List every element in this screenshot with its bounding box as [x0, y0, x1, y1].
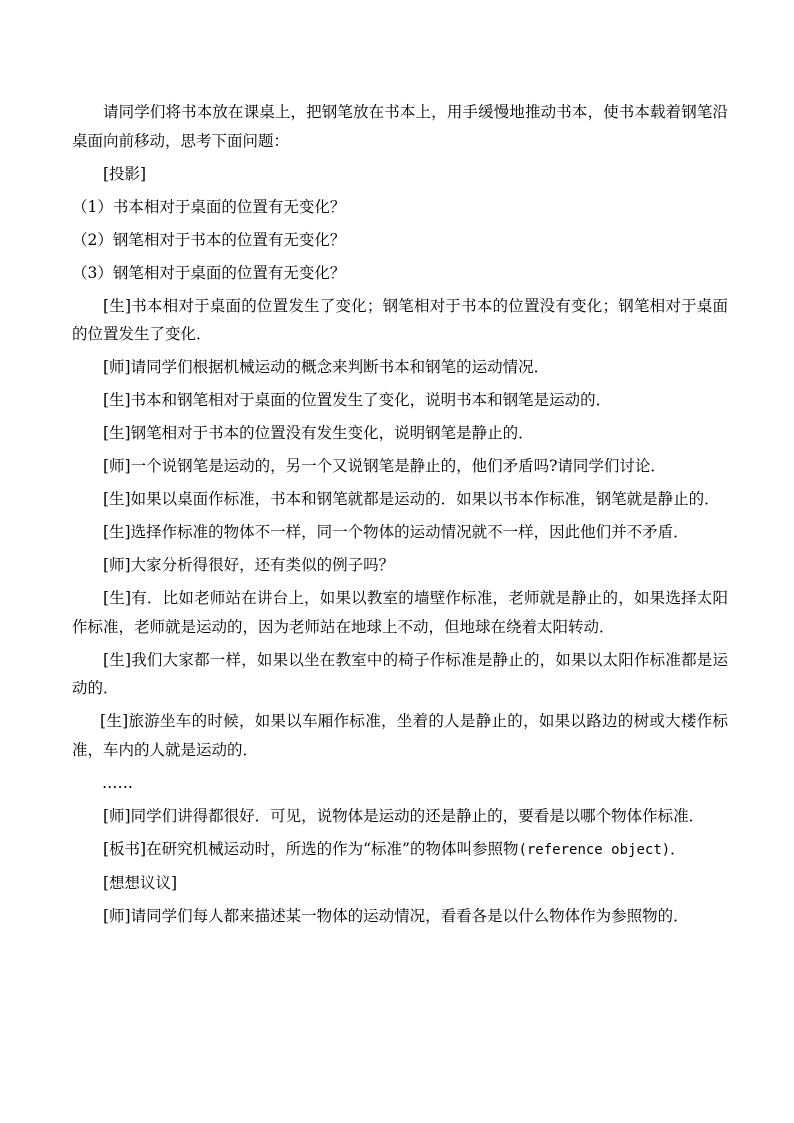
blackboard-note-text: [板书]在研究机械运动时，所选的作为“标准”的物体叫参照物	[103, 839, 519, 858]
student-answer-4: [生]如果以桌面作标准，书本和钢笔就都是运动的．如果以书本作标准，钢笔就是静止的．	[103, 490, 720, 508]
student-answer-1: [生]书本相对于桌面的位置发生了变化；钢笔相对于书本的位置没有变化；钢笔相对于桌面的位置发生了变化．	[72, 296, 728, 343]
paragraph-intro: 请同学们将书本放在课桌上，把钢笔放在书本上，用手缓慢地推动书本，使书本载着钢笔沿桌面向前移动，思考下面问题：	[72, 103, 728, 150]
question-2: （2）钢笔相对于书本的位置有无变化？	[72, 230, 346, 249]
student-answer-2: [生]书本和钢笔相对于桌面的位置发生了变化，说明书本和钢笔是运动的．	[103, 391, 612, 409]
teacher-summary: [师]同学们讲得都很好．可见，说物体是运动的还是静止的，要看是以哪个物体作标准．	[103, 806, 705, 825]
document-body	[72, 98, 728, 935]
think-discuss-label: [想想议议]	[103, 873, 178, 892]
student-answer-7: [生]我们大家都一样，如果以坐在教室中的椅子作标准是静止的，如果以太阳作标准都是运动的．	[72, 650, 728, 697]
student-answer-6: [生]有．比如老师站在讲台上，如果以教室的墙壁作标准，老师就是静止的，如果选择太阳作标准，老师就是运动的，因为老师站在地球上不动，但地球在绕着太阳转动．	[72, 589, 728, 636]
question-1: （1）书本相对于桌面的位置有无变化？	[72, 197, 346, 216]
blackboard-note	[72, 835, 728, 865]
teacher-prompt-3: [师]大家分析得很好，还有类似的例子吗？	[103, 556, 395, 574]
student-answer-3: [生]钢笔相对于书本的位置没有发生变化，说明钢笔是静止的．	[103, 424, 534, 442]
teacher-prompt-1: [师]请同学们根据机械运动的概念来判断书本和钢笔的运动情况．	[103, 358, 550, 376]
student-answer-8: [生]旅游坐车的时候，如果以车厢作标准，坐着的人是静止的，如果以路边的树或大楼作标准，车内的人就是运动的．	[72, 712, 728, 759]
teacher-prompt-4: [师]请同学们每人都来描述某一物体的运动情况，看看各是以什么物体作为参照物的．	[103, 906, 689, 925]
paragraph-projection-label: [投影]	[103, 164, 147, 183]
teacher-prompt-2: [师]一个说钢笔是运动的，另一个又说钢笔是静止的，他们矛盾吗?请同学们讨论．	[103, 457, 666, 475]
blackboard-note-english: (reference object)	[518, 841, 671, 858]
blackboard-note-end: ．	[670, 839, 686, 858]
ellipsis-line: ……	[102, 773, 133, 792]
question-3: （3）钢笔相对于桌面的位置有无变化？	[72, 263, 346, 282]
student-answer-5: [生]选择作标准的物体不一样，同一个物体的运动情况就不一样，因此他们并不矛盾．	[103, 523, 689, 541]
